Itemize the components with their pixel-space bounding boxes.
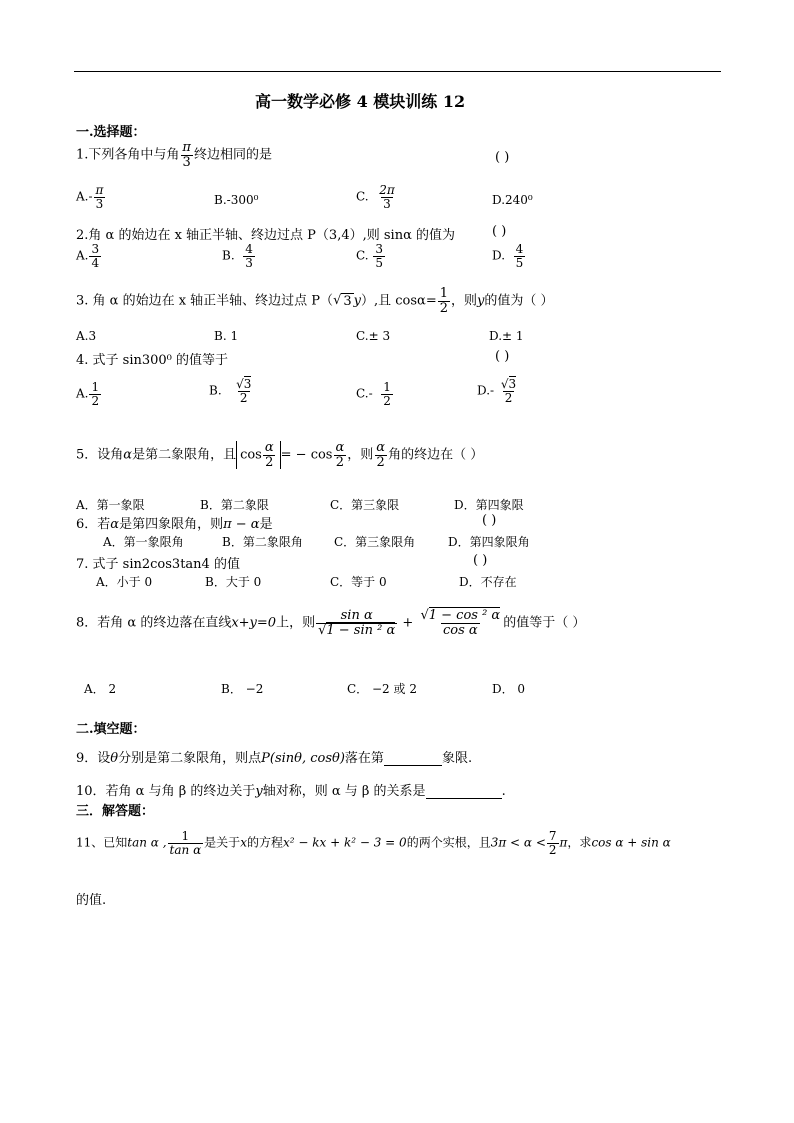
q2-option-c: C. $\frac{3}{5}$ [356,242,384,270]
q6-option-c: C．第三象限角 [334,535,416,549]
q7-option-a: A．小于 0 [96,575,153,589]
q1-answer-paren: ( ) [495,150,510,165]
question-8: 8．若角 α 的终边落在直线x+y=0上，则 $\frac{\text{sin α}}{\text{√1 − sin ² α}}$ + $\frac{\text{√1 − cos ² α}}{\text{cos α}}$ 的值等于（ ） [76,608,586,638]
q1-option-c: C. $\frac{2\pi}{3}$ [356,183,395,211]
q6-option-a: A．第一象限角 [103,535,184,549]
question-6: 6．若α是第四象限角，则π − α是 [76,517,273,532]
q5-option-d: D．第四象限 [454,498,524,512]
q2-option-b: B. $\frac{4}{3}$ [222,242,253,270]
question-4: 4. 式子 sin300⁰ 的值等于 [76,353,229,368]
q2-option-a: A. $\frac{3}{4}$ [76,242,100,270]
q2-option-d: D. $\frac{4}{5}$ [492,242,524,270]
question-1 [76,141,272,169]
q7-option-c: C．等于 0 [330,575,387,589]
q3-option-b: B. 1 [214,329,239,343]
question-11: 11、已知tan α , $\frac{1}{\text{tan α}}$ 是关于x的方程x² − kx + k² − 3 = 0的两个实根，且3π < α < $\frac{7}{2}$ π，求cos α + sin α [76,829,671,857]
q6-option-b: B．第二象限角 [222,535,303,549]
section-fill-blank: 二.填空题： [76,722,146,737]
q3-option-c: C.± 3 [356,329,391,343]
q8-option-d: D． 0 [492,682,526,696]
question-10: 10．若角 α 与角 β 的终边关于y轴对称，则 α 与 β 的关系是 . [76,784,506,799]
q10-blank[interactable] [426,783,502,799]
q2-answer-paren: ( ) [492,224,507,239]
q6-option-d: D．第四象限角 [448,535,530,549]
page-title: 高一数学必修 4 模块训练 12 [255,92,466,111]
question-11-line-2: 的值. [76,893,107,908]
question-5: 5．设角α是第二象限角，且 cos $\frac{\alpha}{2}$ = − cos $\frac{\alpha}{2}$ ，则 $\frac{\alpha}{2}$ 角的终边在（ ） [76,440,484,470]
q4-option-b: B. $\frac{√3}{2}$ [209,377,252,405]
q8-option-a: A． 2 [84,682,117,696]
q1-option-b: B.-300⁰ [214,193,259,207]
section-choice: 一.选择题： [76,125,146,140]
q7-option-d: D．不存在 [459,575,517,589]
q5-option-b: B．第二象限 [200,498,269,512]
header-rule [74,71,721,72]
q5-absolute-value: cos $\frac{\alpha}{2}$ [236,441,281,469]
q5-option-a: A．第一象限 [76,498,145,512]
q1-option-a: A.- $\frac{\pi}{3}$ [76,183,104,211]
q9-blank[interactable] [384,750,442,766]
q4-option-d: D.- $\frac{√3}{2}$ [477,377,517,405]
q3-sqrt: √ 3 [333,293,352,310]
q6-answer-paren: ( ) [482,513,497,528]
q8-fraction-1: $\frac{\text{sin α}}{\text{√1 − sin ² α}}$ [318,608,396,638]
q8-option-c: C． −2 或 2 [347,682,417,696]
q3-option-d: D.± 1 [489,329,524,343]
q8-option-b: B． −2 [221,682,264,696]
q1-fraction: $\frac{\pi}{3}$ [182,140,191,170]
section-answer: 三．解答题： [76,804,155,819]
q1-post: 终边相同的是 [193,147,272,163]
question-9: 9．设θ分别是第二象限角，则点P(sinθ, cosθ)落在第 象限. [76,751,473,766]
q7-answer-paren: ( ) [473,553,488,568]
q8-fraction-2: $\frac{\text{√1 − cos ² α}}{\text{cos α}}$ [420,608,501,638]
q4-option-c: C.- $\frac{1}{2}$ [356,380,391,408]
question-7: 7. 式子 sin2cos3tan4 的值 [76,557,240,572]
question-2: 2.角 α 的始边在 x 轴正半轴、终边过点 P（3,4）,则 sinα 的值为 [76,228,455,243]
q7-option-b: B．大于 0 [205,575,262,589]
q4-answer-paren: ( ) [495,349,510,364]
q4-option-a: A. $\frac{1}{2}$ [76,380,100,408]
q1-pre: 1.下列各角中与角 [76,147,180,163]
q1-option-d: D.240⁰ [492,193,533,207]
q3-option-a: A.3 [76,329,97,343]
q5-option-c: C．第三象限 [330,498,400,512]
question-3: 3. 角 α 的始边在 x 轴正半轴、终边过点 P（ √ 3 y）,且 cosα= $\frac{1}{2}$ ，则y的值为（ ） [76,286,554,316]
